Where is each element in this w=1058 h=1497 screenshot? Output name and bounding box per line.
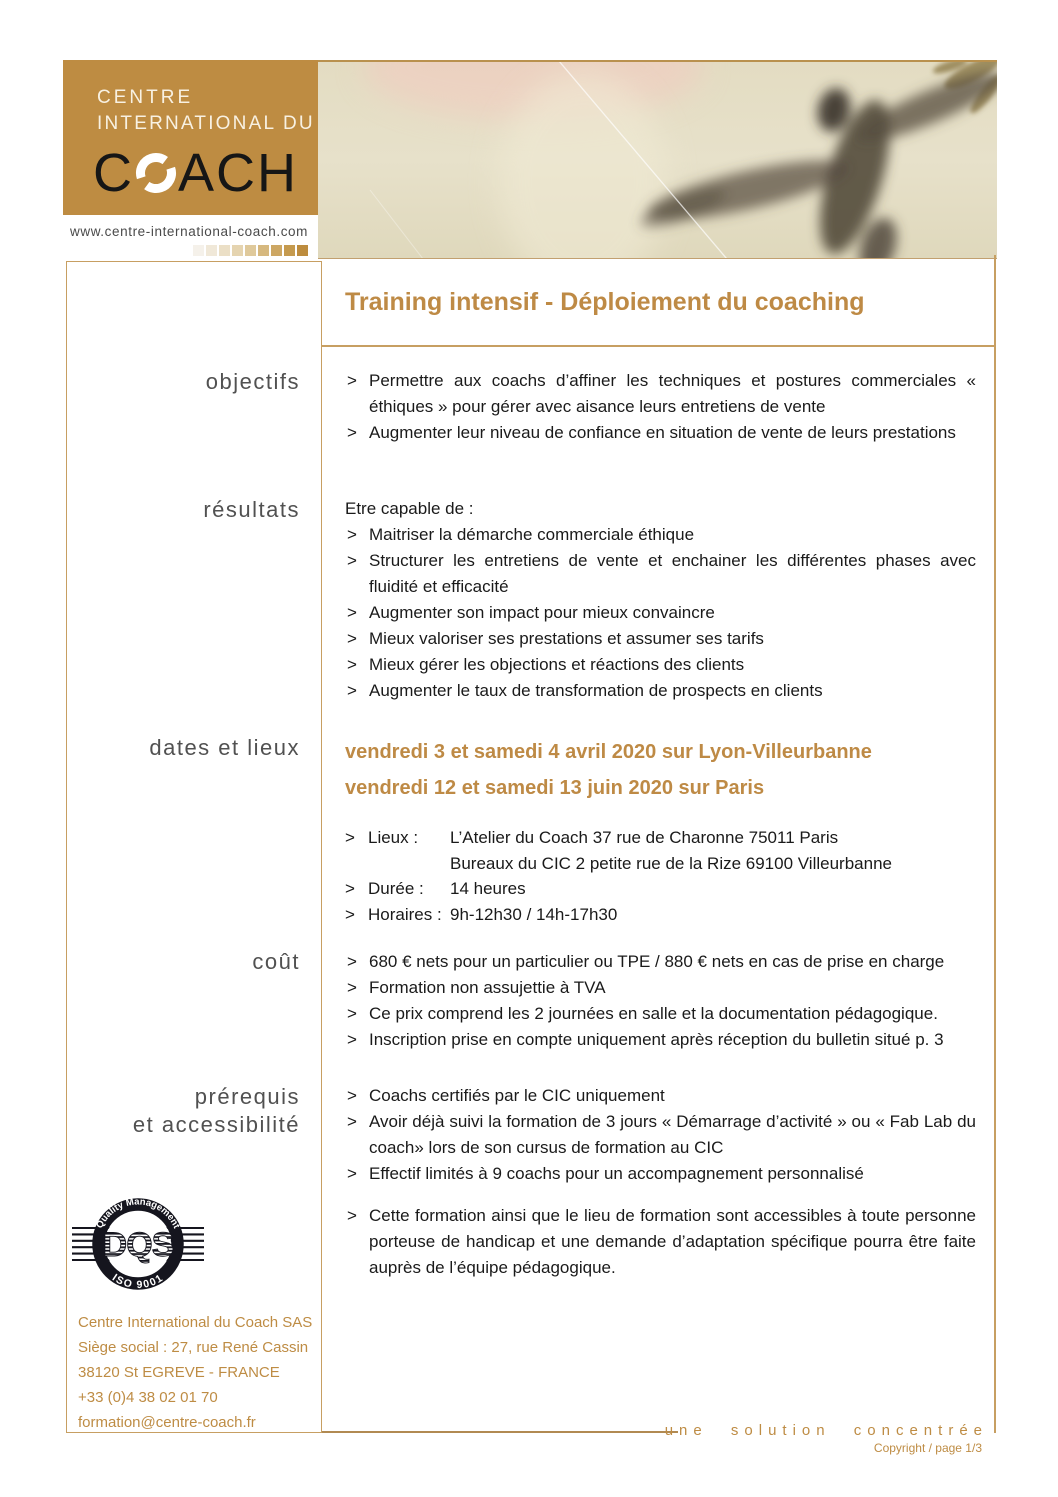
square [232,245,243,256]
bullet-text: Cette formation ainsi que le lieu de formation sont accessibles à toute personne porteuse de handicap et une demande d’adaptation spécifique pourra être faite auprès de l’équipe pédagogique. [369,1206,976,1277]
logo-line-2: INTERNATIONAL DU [97,113,315,134]
section-objectifs [345,368,976,446]
bullet-text: Formation non assujettie à TVA [369,978,606,997]
sidebar-label-objectifs: objectifs [205,369,300,394]
logo-line-1: CENTRE [97,87,194,108]
detail-value-line: Bureaux du CIC 2 petite rue de la Rize 69100 Villeurbanne [450,853,892,873]
bullet-text: Mieux gérer les objections et réactions des clients [369,655,745,674]
square [219,245,230,256]
bullet-marker: > [347,551,357,570]
content-right-border [994,255,996,1433]
page-title: Training intensif - Déploiement du coaching [345,288,865,316]
header-photo [318,60,997,259]
sidebar-label-prerequis-line2: et accessibilité [132,1112,300,1137]
detail-label: Lieux : [368,828,419,847]
detail-row-lieux [345,825,976,876]
bullet-marker: > [347,603,357,622]
footer-line [322,1431,678,1433]
bullet-marker: > [347,655,357,674]
bullet-marker: > [347,371,357,390]
square [271,245,282,256]
cout-bullet [345,949,976,975]
color-squares [193,245,308,256]
bullet-text: Permettre aux coachs d’affiner les techniques et postures commerciales « éthiques » pour gérer avec aisance leurs entretiens de vente [369,371,976,416]
detail-value: 9h-12h30 / 14h-17h30 [450,904,618,924]
url-strip [63,215,318,261]
bullet-text: Augmenter leur niveau de confiance en situation de vente de leurs prestations [369,423,956,442]
bullet-text: Augmenter son impact pour mieux convaincre [369,603,715,622]
bullet-marker: > [345,904,355,924]
square [193,245,204,256]
bullet-marker: > [347,1164,357,1183]
resultats-bullet [345,548,976,600]
dates-headline-1: vendredi 3 et samedi 4 avril 2020 sur Lyon-Villeurbanne [345,741,872,763]
detail-label: Horaires : [368,904,442,924]
resultats-intro: Etre capable de : [345,499,474,518]
square [206,245,217,256]
website-url[interactable]: www.centre-international-coach.com [70,224,308,239]
contact-phone: +33 (0)4 38 02 01 70 [78,1389,218,1406]
tagline: une solution concentrée [664,1422,988,1439]
dates-details [345,825,976,927]
accessibility-bullet [345,1203,976,1281]
detail-label: Durée : [368,879,424,898]
bullet-marker: > [347,525,357,544]
contact-company: Centre International du Coach SAS [78,1314,313,1331]
bullet-text: Coachs certifiés par le CIC uniquement [369,1086,665,1105]
contact-address-1: Siège social : 27, rue René Cassin [78,1339,309,1356]
resultats-bullet [345,522,976,548]
bullet-text: Effectif limités à 9 coachs pour un accompagnement personnalisé [369,1164,864,1183]
broken-circle-o-icon [135,148,177,196]
cout-bullet [345,1001,976,1027]
square [258,245,269,256]
section-cout [345,949,976,1053]
bullet-marker: > [347,681,357,700]
bullet-marker: > [345,828,355,847]
bullet-marker: > [347,629,357,648]
sidebar-label-cout: coût [252,949,300,974]
square [284,245,295,256]
sidebar-label-prerequis [60,1083,300,1139]
detail-value-line: L’Atelier du Coach 37 rue de Charonne 75011 Paris [450,828,839,847]
sidebar-label-resultats: résultats [203,497,300,522]
bullet-text: Maitriser la démarche commerciale éthique [369,525,695,544]
contact-block [78,1310,312,1435]
copyright-page-number: Copyright / page 1/3 [873,1441,982,1455]
dqs-letters: DQS [102,1226,174,1264]
logo-box [63,60,318,215]
objectifs-bullet [345,368,976,420]
resultats-bullet [345,678,976,704]
bullet-marker: > [347,1086,357,1105]
square [297,245,308,256]
section-prerequis [345,1083,976,1281]
logo-coach-wordmark [93,143,299,203]
blurred-bird-image [318,62,997,258]
prerequis-bullet [345,1109,976,1161]
bullet-text: 680 € nets pour un particulier ou TPE / 880 € nets en cas de prise en charge [369,952,945,971]
resultats-bullet [345,600,976,626]
dqs-iso9001-logo [72,1192,204,1303]
logo-coach-c: C [93,143,134,203]
bullet-marker: > [347,978,357,997]
bullet-marker: > [347,1206,357,1225]
section-dates [345,734,976,927]
dates-headline-2: vendredi 12 et samedi 13 juin 2020 sur Paris [345,777,765,799]
bullet-marker: > [347,1030,357,1049]
detail-row-horaires [345,902,976,928]
bullet-text: Structurer les entretiens de vente et enchainer les différentes phases avec fluidité et efficacité [369,551,976,596]
contact-email[interactable]: formation@centre-coach.fr [78,1414,256,1431]
sidebar-label-dates: dates et lieux [149,735,300,760]
resultats-bullet [345,626,976,652]
bullet-text: Ce prix comprend les 2 journées en salle et la documentation pédagogique. [369,1004,938,1023]
resultats-bullet [345,652,976,678]
contact-address-2: 38120 St EGREVE - FRANCE [78,1364,280,1381]
bullet-text: Augmenter le taux de transformation de prospects en clients [369,681,823,700]
bullet-marker: > [347,423,357,442]
prerequis-bullet [345,1161,976,1187]
bullet-marker: > [345,879,355,898]
section-resultats [345,496,976,704]
square [245,245,256,256]
cout-bullet [345,1027,976,1053]
objectifs-bullet [345,420,976,446]
detail-value [450,825,976,876]
bullet-text: Mieux valoriser ses prestations et assumer ses tarifs [369,629,764,648]
bullet-marker: > [347,1004,357,1023]
bullet-marker: > [347,1112,357,1131]
prerequis-bullet [345,1083,976,1109]
detail-row-duree [345,876,976,902]
cout-bullet [345,975,976,1001]
bullet-text: Inscription prise en compte uniquement après réception du bulletin situé p. 3 [369,1030,944,1049]
detail-value: 14 heures [450,879,526,898]
logo-coach-rest: ACH [178,143,299,203]
bullet-marker: > [347,952,357,971]
dqs-top-arc-text: Quality Management [94,1196,182,1231]
title-divider-line [322,345,996,347]
dqs-bottom-arc-text: ISO 9001 [109,1271,167,1292]
bullet-text: Avoir déjà suivi la formation de 3 jours « Démarrage d’activité » ou « Fab Lab du coach» lors de son cursus de formation au CIC [369,1112,976,1157]
sidebar-label-prerequis-line1: prérequis [194,1084,300,1109]
